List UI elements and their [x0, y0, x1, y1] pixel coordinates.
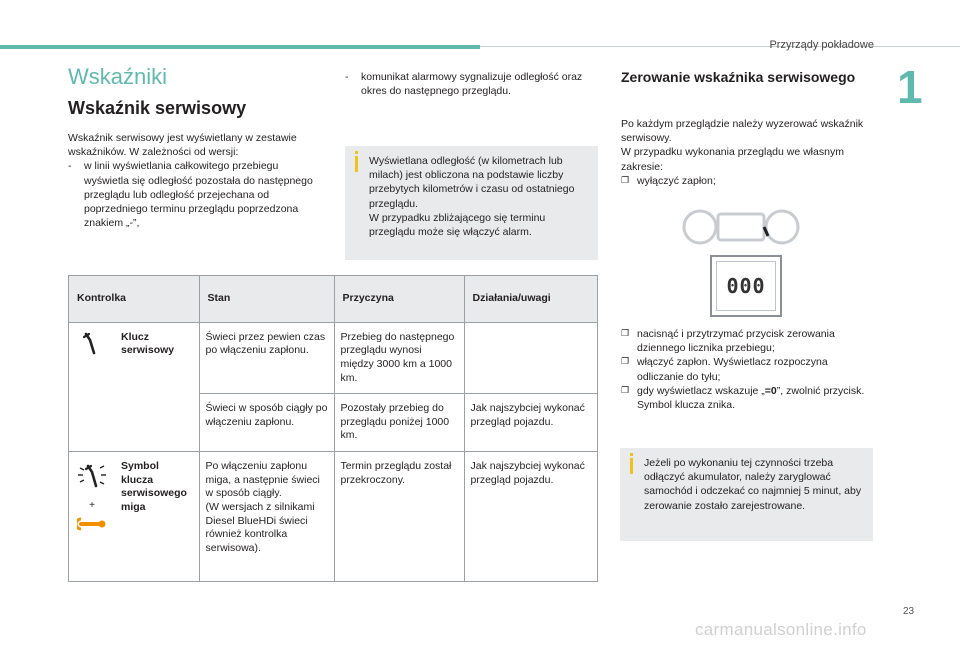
checkbox-bullet-icon: ❐	[621, 384, 630, 395]
display-value: 000	[726, 274, 766, 298]
col3-text: Po każdym przeglądzie należy wyzerować wskaźnik serwisowy. W przypadku wykonania przeglądu we własnym zakresie: ❐ wyłączyć zapłon;	[621, 117, 871, 188]
instrument-cluster-icon	[682, 208, 800, 246]
step-item: ❐ włączyć zapłon. Wyświetlacz rozpoczyna odliczanie do tyłu;	[621, 356, 828, 383]
table-cell: Świeci w sposób ciągły po włączeniu zapłonu.	[199, 394, 334, 452]
odometer-display	[710, 255, 782, 317]
col-header: Kontrolka	[69, 276, 200, 323]
watermark: carmanualsonline.info	[695, 620, 867, 639]
info-box: Jeżeli po wykonaniu tej czynności trzeba odłączyć akumulator, należy zaryglować samochód i odczekać co najmniej 5 minut, aby zerowanie zostało zarejestrowane.	[620, 448, 873, 541]
chapter-number: 1	[897, 61, 923, 113]
info-icon	[630, 458, 633, 474]
flashing-wrench-icon	[75, 460, 109, 492]
step-item: ❐ wyłączyć zapłon;	[621, 174, 716, 187]
orange-wrench-icon	[77, 516, 107, 532]
step-item: ❐ nacisnąć i przytrzymać przycisk zerowania dziennego licznika przebiegu;	[621, 328, 835, 355]
table-cell	[464, 322, 598, 394]
checkbox-bullet-icon: ❐	[621, 356, 630, 367]
checkbox-bullet-icon: ❐	[621, 174, 630, 185]
table-cell: Przebieg do następnego przeglądu wynosi między 3000 km a 1000 km.	[334, 322, 464, 394]
col-header: Przyczyna	[334, 276, 464, 323]
top-accent-bar	[0, 45, 480, 49]
col-header: Stan	[199, 276, 334, 323]
section-label: Przyrządy pokładowe	[769, 39, 874, 51]
table-cell: Pozostały przebieg do przeglądu poniżej 1000 km.	[334, 394, 464, 452]
service-indicator-table	[68, 275, 598, 582]
table-row	[69, 322, 598, 394]
info-box: Wyświetlana odległość (w kilometrach lub milach) jest obliczona na podstawie liczby przebytych kilometrów i czasu od ostatniego przeglądu. W przypadku zbliżającego się terminu przeglądu może się włączyć alarm.	[345, 146, 598, 260]
table-cell: Jak najszybciej wykonać przegląd pojazdu.	[464, 394, 598, 452]
reset-heading: Zerowanie wskaźnika serwisowego	[621, 69, 856, 85]
step-item: ❐ gdy wyświetlacz wskazuje „=0”, zwolnić przycisk. Symbol klucza znika.	[621, 384, 865, 411]
page-heading: Wskaźniki	[68, 64, 168, 89]
table-row	[69, 452, 598, 582]
dash-list-item: - w linii wyświetlania całkowitego przebiegu wyświetla się odległość pozostała do następnego przeglądu lub odległość przejechana od poprzedniego terminu przeglądu poprzedzona znakiem „-”,	[68, 160, 313, 230]
table-cell: Jak najszybciej wykonać przegląd pojazdu.	[464, 452, 598, 582]
section-heading: Wskaźnik serwisowy	[68, 98, 247, 118]
indicator-name: Symbol klucza serwisowego miga	[115, 452, 199, 582]
intro-paragraph: Wskaźnik serwisowy jest wyświetlany w zestawie wskaźników. W zależności od wersji:	[68, 132, 297, 159]
page-number: 23	[903, 606, 915, 617]
indicator-name: Klucz serwisowy	[115, 322, 199, 451]
checkbox-bullet-icon: ❐	[621, 328, 630, 338]
col1-text	[68, 131, 323, 230]
col3-steps	[621, 327, 873, 412]
col2-text	[345, 70, 600, 98]
plus-sign: +	[89, 499, 95, 511]
table-cell: Po włączeniu zapłonu miga, a następnie świeci w sposób ciągły. (W wersjach z silnikami Diesel BlueHDi świeci również kontrolka serwisowa).	[199, 452, 334, 582]
table-header-row	[69, 276, 598, 323]
dash-list-item: - komunikat alarmowy sygnalizuje odległość oraz okres do następnego przeglądu.	[345, 71, 583, 98]
table-cell: Termin przeglądu został przekroczony.	[334, 452, 464, 582]
info-icon	[355, 156, 358, 172]
table-cell: Świeci przez pewien czas po włączeniu zapłonu.	[199, 322, 334, 394]
wrench-icon	[81, 331, 103, 357]
col-header: Działania/uwagi	[464, 276, 598, 323]
top-rule	[480, 46, 960, 47]
